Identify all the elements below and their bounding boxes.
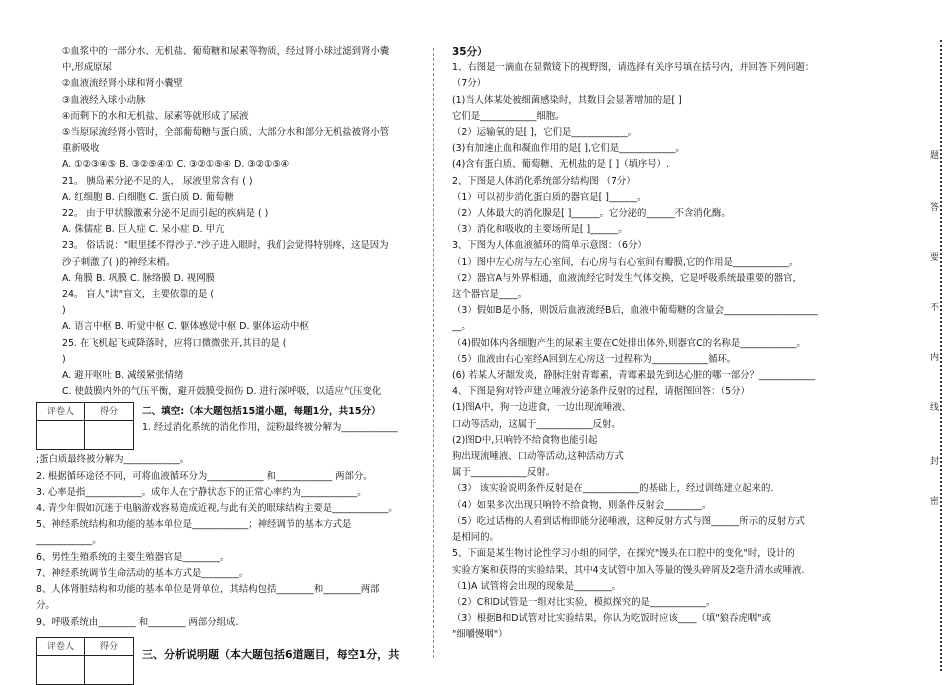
- text-line: ①血浆中的一部分水、无机盐、葡萄糖和尿素等物质，经过肾小球过滤到肾小囊: [62, 46, 390, 57]
- text-line: （3）消化和吸收的主要场所是[ ]______。: [452, 224, 628, 236]
- text-line: (3)有加速止血和凝血作用的是[ ],它们是____________。: [452, 143, 685, 155]
- text-line: （2）器官A与外界相通，血液流经它时发生气体交换，它是呼吸系统最重要的器官，: [452, 272, 802, 284]
- text-line: ____________。: [36, 535, 102, 547]
- text-line: A. 角膜 B. 巩膜 C. 脉络膜 D. 视网膜: [62, 272, 215, 284]
- text-line: 5、下面是某生物讨论性学习小组的同学，在探究"馒头在口腔中的变化"时，设计的: [452, 548, 795, 560]
- text-line: "细嚼慢咽"）: [452, 629, 508, 641]
- text-line: （5）吃过话梅的人看到话梅即能分泌唾液，这种反射方式与图______所示的反射方式: [452, 515, 805, 527]
- text-line: 沙子刺激了( )的神经末梢。: [62, 256, 176, 268]
- score-cell: [85, 656, 133, 684]
- text-line: 2. 根据循环途径不同，可将血液循环分为____________ 和____________ 两部分。: [36, 470, 373, 482]
- score-label: 得分: [85, 638, 133, 656]
- text-line: 8、人体肾脏结构和功能的基本单位是肾单位，其结构包括________和________两部: [36, 584, 380, 596]
- binding-char: 密: [930, 497, 940, 507]
- right-column: [452, 44, 840, 644]
- text-line: 3. 心率是指____________。成年人在宁静状态下的正常心率约为____________。: [36, 486, 367, 498]
- text-line: 4. 青少年假如沉迷于电脑游戏容易造成近视,与此有关的眼球结构主要是____________。: [36, 503, 398, 515]
- text-line: 7、神经系统调节生命活动的基本方式是________。: [36, 567, 249, 579]
- text-line: （2）人体最大的消化腺是[ ]______。它分泌的______不含消化酶。: [452, 208, 731, 220]
- text-line: 是相同的。: [452, 532, 499, 544]
- score-label: 得分: [85, 403, 133, 421]
- column-divider: [433, 48, 434, 658]
- text-line: 23。 俗话说："眼里揉不得沙子."沙子进入眼时，我们会觉得特别疼，这是因为: [62, 240, 389, 252]
- text-line: 分。: [36, 600, 55, 612]
- section-3-header: [36, 637, 422, 685]
- text-line: （2）C和D试管是一组对比实验，模拟探究的是____________。: [452, 596, 716, 608]
- text-line: A. 避开呕吐 B. 减缓紧张情绪: [62, 370, 184, 382]
- text-line: 重新吸收: [62, 143, 100, 155]
- text-line: ;蛋白质最终被分解为____________。: [36, 454, 190, 466]
- binding-char: 封: [930, 457, 940, 467]
- text-line: 21。 胰岛素分泌不足的人， 尿液里常含有 ( ): [62, 175, 253, 187]
- text-line: 属于____________反射。: [452, 467, 556, 479]
- section-2-title: 二、填空:（本大题包括15道小题，每题1分，共15分）: [142, 406, 381, 418]
- text-line: （7分）: [452, 78, 487, 90]
- binding-dotted-line: [940, 40, 942, 671]
- text-line: （3）假如B是小肠，则饭后血液流经B后，血液中葡萄糖的含量会____________________: [452, 305, 818, 317]
- text-line: A. 语言中枢 B. 听觉中枢 C. 躯体感觉中枢 D. 躯体运动中枢: [62, 321, 309, 333]
- reviewer-cell: [37, 421, 85, 449]
- text-line: 这个器官是____。: [452, 289, 528, 301]
- text-line: ⑤当原尿流经肾小管时，全部葡萄糖与蛋白质、大部分水和部分无机盐被肾小管: [62, 127, 390, 139]
- text-line: 实验方案和获得的实验结果，其中4支试管中加入等量的馒头碎屑及2毫升清水或唾液.: [452, 564, 805, 576]
- section-2-body: [36, 452, 422, 630]
- text-line: （3） 该实验说明条件反射是在____________的基础上，经过训练建立起来的.: [452, 483, 774, 495]
- text-line: 4、下图是狗对铃声建立唾液分泌条件反射的过程，请据图回答：（5分）: [452, 386, 750, 398]
- binding-margin: [918, 44, 948, 671]
- text-line: 25. 在飞机起飞或降落时，应将口微微张开,其目的是 (: [62, 337, 287, 349]
- text-line: (4)含有蛋白质、葡萄糖、无机盐的是 [ ]（填序号）.: [452, 159, 670, 171]
- binding-char: 不: [930, 303, 940, 313]
- text-line: ②血液流经肾小球和肾小囊壁: [62, 78, 183, 90]
- text-line: A. ①②③④⑤ B. ③②⑤④① C. ③②①⑤④ D. ③②①⑤④: [62, 159, 290, 171]
- text-line: 6、男性生殖系统的主要生殖器官是________。: [36, 551, 230, 563]
- text-line: (2)图D中,只响铃不给食物也能引起: [452, 434, 598, 446]
- text-line: 狗出现流唾液、口动等活动,这种活动方式: [452, 451, 624, 463]
- text-line: 1、右图是一滴血在显微镜下的视野图，请选择有关序号填在括号内，并回答下列问题：: [452, 62, 815, 74]
- text-line: （2）运输氧的是[ ]，它们是____________。: [452, 127, 638, 139]
- text-line: 35分）: [452, 46, 488, 58]
- binding-char: 内: [930, 353, 940, 363]
- text-line: ③血液经入球小动脉: [62, 94, 146, 106]
- left-lines-top: [62, 44, 422, 400]
- text-line: 24。 盲人"读"盲文，主要依靠的是 (: [62, 289, 215, 301]
- text-line: ): [62, 353, 66, 365]
- reviewer-label: 评卷人: [37, 403, 85, 421]
- text-line: （3）根据B和D试管对比实验结果，你认为吃饭时应该____（填"狼吞虎咽"或: [452, 613, 771, 625]
- text-line: （4）如果多次出现只响铃不给食物，则条件反射会________。: [452, 499, 712, 511]
- score-box: [36, 402, 134, 450]
- score-cell: [85, 421, 133, 449]
- text-line: (1)当人体某处被细菌感染时，其数目会显著增加的是[ ]: [452, 94, 682, 106]
- score-box-2: [36, 637, 134, 685]
- text-line: 3、下图为人体血液循环的简单示意图：（6分）: [452, 240, 647, 252]
- reviewer-label: 评卷人: [37, 638, 85, 656]
- left-column: [36, 44, 422, 685]
- text-line: （4)假如体内各细胞产生的尿素主要在C处排出体外,则器官C的名称是____________。: [452, 337, 806, 349]
- text-line: 5、神经系统结构和功能的基本单位是____________；神经调节的基本方式是: [36, 519, 352, 531]
- text-line: （1）图中左心房与左心室间，右心房与右心室间有瓣膜,它的作用是____________。: [452, 256, 799, 268]
- binding-char: 要: [930, 253, 940, 263]
- text-line: (6) 若某人牙龈发炎，静脉注射青霉素，青霉素最先到达心脏的哪一部分？____________: [452, 370, 816, 382]
- text-line: (1)图A中，狗一边进食，一边出现流唾液、: [452, 402, 632, 414]
- text-line: __。: [452, 321, 471, 333]
- text-line: （5）血液由右心室经A回到左心房这一过程称为____________循环。: [452, 353, 737, 365]
- text-line: （1)A 试管将会出现的现象是________。: [452, 580, 622, 592]
- binding-char: 题: [930, 151, 940, 161]
- text-line: A. 侏儒症 B. 巨人症 C. 呆小症 D. 甲亢: [62, 224, 225, 236]
- text-line: C. 使鼓膜内外的气压平衡，避开鼓膜受损伤 D. 进行深呼吸，以适应气压变化: [62, 386, 382, 398]
- text-line: 中,形成原尿: [62, 62, 112, 74]
- text-line: 22。 由于甲状腺激素分泌不足而引起的疾病是 ( ): [62, 208, 269, 220]
- text-line: 1. 经过消化系统的消化作用，淀粉最终被分解为____________: [142, 422, 398, 434]
- text-line: 9、呼吸系统由________ 和________ 两部分组成.: [36, 616, 239, 628]
- text-line: A. 红细胞 B. 白细胞 C. 蛋白质 D. 葡萄糖: [62, 191, 234, 203]
- text-line: ④而剩下的水和无机盐、尿素等就形成了尿液: [62, 110, 249, 122]
- reviewer-cell: [37, 656, 85, 684]
- text-line: ): [62, 305, 66, 317]
- text-line: （1）可以初步消化蛋白质的器官是[ ]______。: [452, 191, 647, 203]
- section-3-title: 三、分析说明题（本大题包括6道题目，每空1分，共: [142, 647, 400, 661]
- binding-char: 线: [930, 403, 940, 413]
- text-line: 2、下图是人体消化系统部分结构图 （7分）: [452, 175, 636, 187]
- text-line: 它们是____________细胞。: [452, 110, 565, 122]
- binding-char: 答: [930, 203, 940, 213]
- text-line: 口动等活动，这属于____________反射。: [452, 418, 621, 430]
- section-2-header: [36, 402, 422, 450]
